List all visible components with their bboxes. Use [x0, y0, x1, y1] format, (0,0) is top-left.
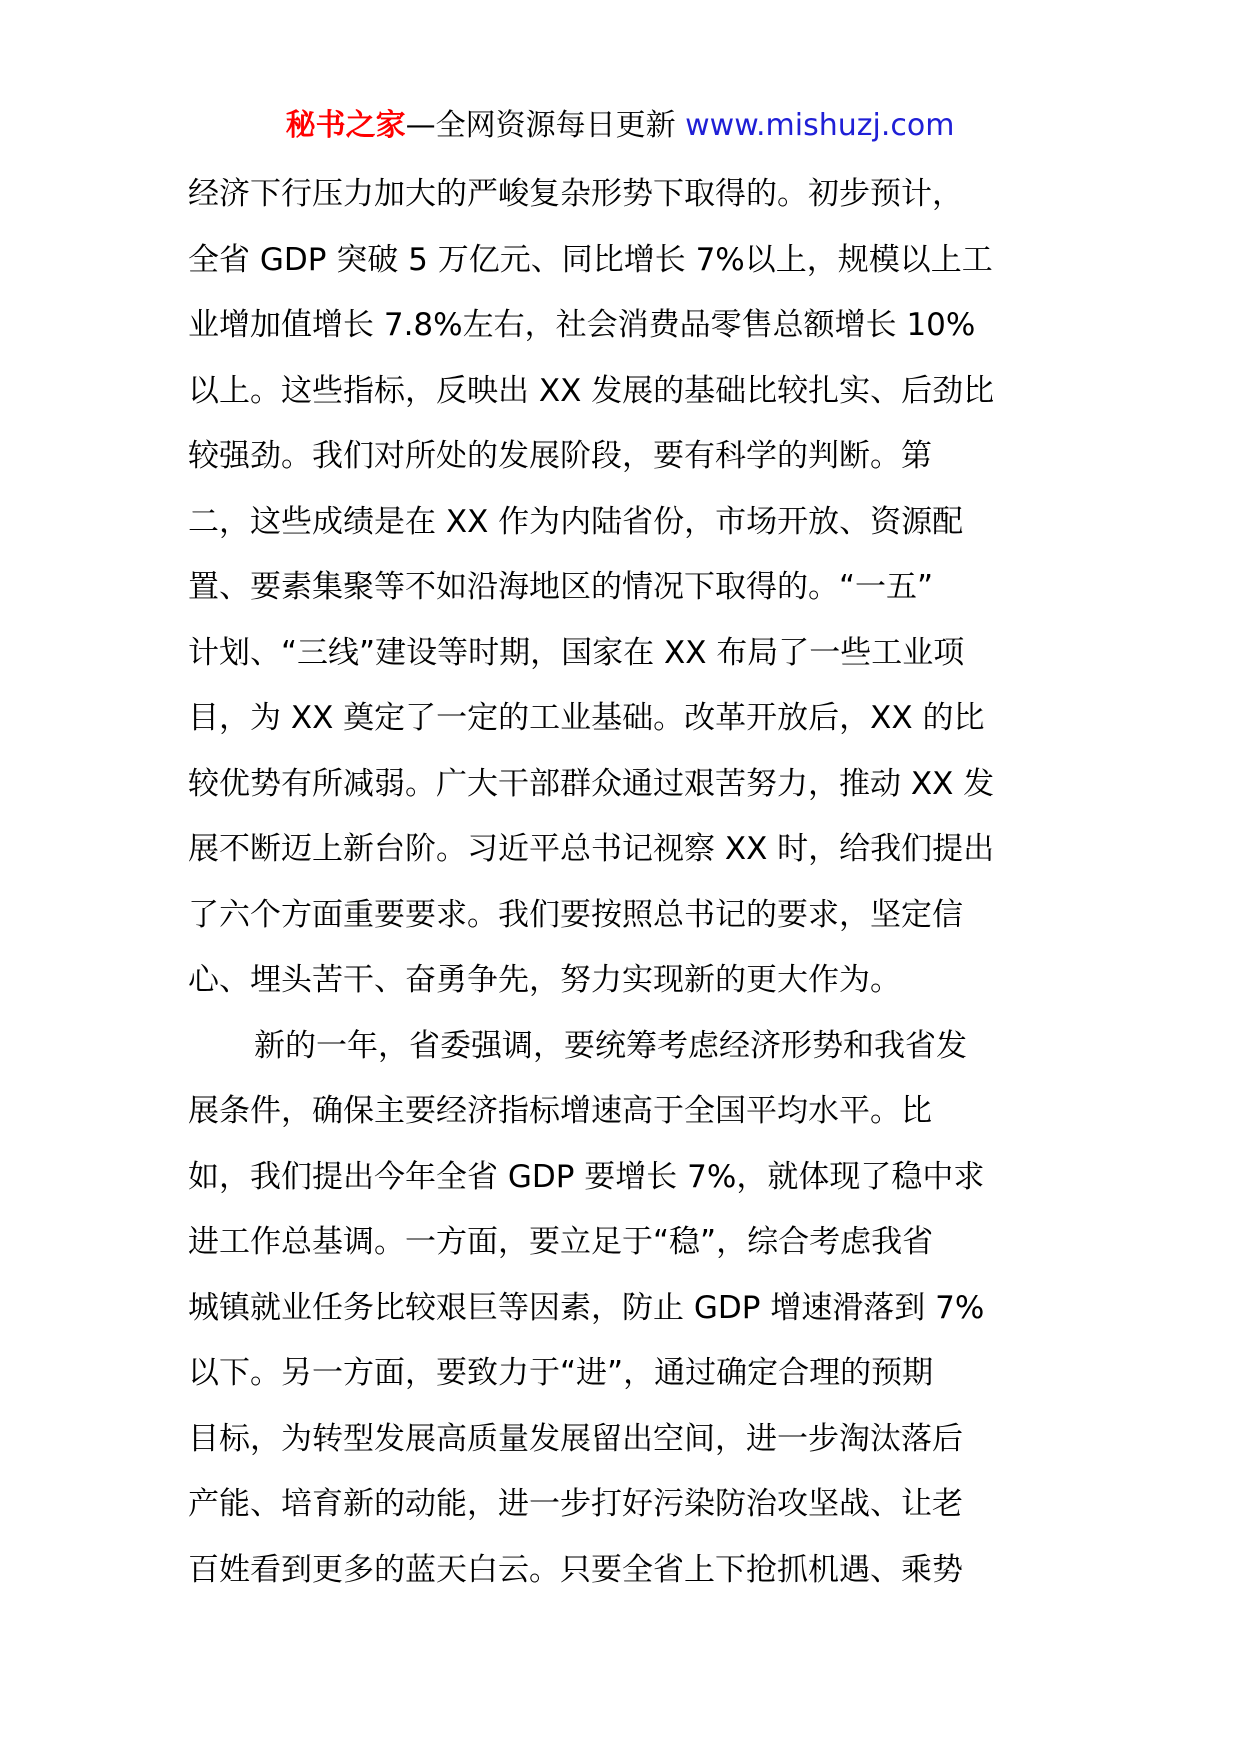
document-body [188, 162, 1054, 1603]
header-tagline: —全网资源每日更新 [405, 108, 676, 143]
text-line: 展条件，确保主要经济指标增速高于全国平均水平。比 [188, 1093, 932, 1129]
website-link[interactable]: www.mishuzj.com [685, 108, 955, 143]
text-line: 进工作总基调。一方面，要立足于“稳”，综合考虑我省 [188, 1224, 934, 1260]
text-line: 全省 GDP 突破 5 万亿元、同比增长 7%以上，规模以上工 [188, 241, 993, 278]
brand-name: 秘书之家 [285, 108, 406, 143]
paragraph-start-line: 新的一年，省委强调，要统筹考虑经济形势和我省发 [254, 1027, 967, 1064]
text-line: 目标，为转型发展高质量发展留出空间，进一步淘汰落后 [188, 1420, 963, 1457]
text-line: 心、埋头苦干、奋勇争先，努力实现新的更大作为。 [188, 962, 901, 998]
text-line: 了六个方面重要要求。我们要按照总书记的要求，坚定信 [188, 896, 963, 933]
text-line: 如，我们提出今年全省 GDP 要增长 7%，就体现了稳中求 [188, 1158, 985, 1195]
text-line: 经济下行压力加大的严峻复杂形势下取得的。初步预计， [188, 176, 963, 212]
text-line: 较强劲。我们对所处的发展阶段，要有科学的判断。第 [188, 438, 932, 474]
text-line: 计划、“三线”建设等时期，国家在 XX 布局了一些工业项 [188, 634, 965, 671]
text-line: 城镇就业任务比较艰巨等因素，防止 GDP 增速滑落到 7% [188, 1289, 985, 1326]
text-line: 以下。另一方面，要致力于“进”，通过确定合理的预期 [188, 1355, 934, 1391]
text-line: 百姓看到更多的蓝天白云。只要全省上下抢抓机遇、乘势 [188, 1551, 963, 1588]
text-line: 目，为 XX 奠定了一定的工业基础。改革开放后，XX 的比 [188, 700, 985, 736]
text-line: 二，这些成绩是在 XX 作为内陆省份，市场开放、资源配 [188, 503, 964, 540]
text-line: 置、要素集聚等不如沿海地区的情况下取得的。“一五” [188, 569, 934, 605]
text-line: 展不断迈上新台阶。习近平总书记视察 XX 时，给我们提出 [188, 831, 995, 867]
page-header [0, 98, 1240, 154]
text-line: 较优势有所减弱。广大干部群众通过艰苦努力，推动 XX 发 [188, 765, 995, 802]
text-line: 以上。这些指标，反映出 XX 发展的基础比较扎实、后劲比 [188, 372, 995, 409]
text-line: 业增加值增长 7.8%左右，社会消费品零售总额增长 10% [188, 307, 976, 343]
text-line: 产能、培育新的动能，进一步打好污染防治攻坚战、让老 [188, 1486, 963, 1522]
